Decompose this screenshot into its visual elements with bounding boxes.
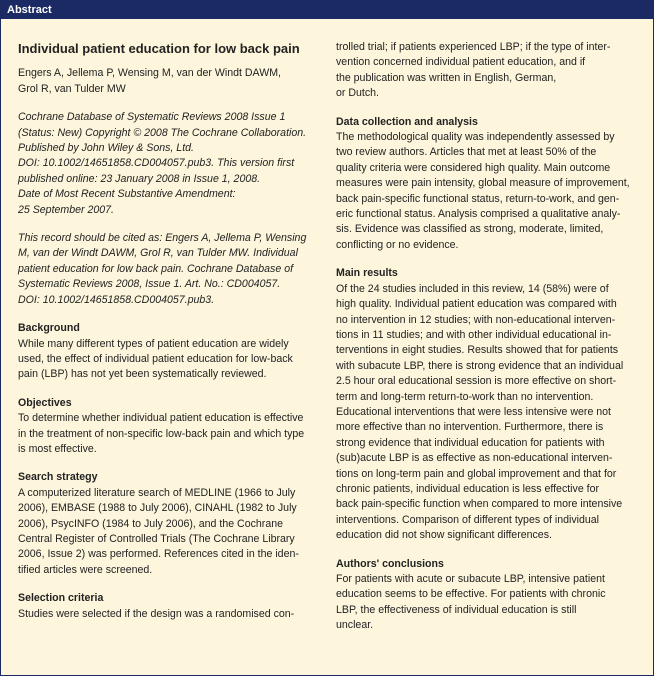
cite-as-line: M, van der Windt DAWM, Grol R, van Tulder MW. Individual — [18, 247, 298, 260]
section-selection-criteria — [18, 591, 318, 622]
section-search-strategy — [18, 470, 318, 578]
section-heading: Background — [18, 322, 80, 335]
section-line: more effective than no intervention. Furthermore, there is — [336, 421, 604, 434]
section-line: pain (LBP) has not yet been systematically reviewed. — [18, 368, 267, 381]
section-line: unclear. — [336, 619, 374, 632]
section-main-results — [336, 266, 646, 543]
section-line: The methodological quality was independently assessed by — [336, 131, 615, 144]
section-heading: Data collection and analysis — [336, 115, 478, 128]
section-data-collection — [336, 115, 646, 254]
section-line: Studies were selected if the design was a randomised con- — [18, 607, 295, 620]
section-heading: Search strategy — [18, 471, 98, 484]
section-line: 2.5 hour oral educational session is more effective on short- — [336, 375, 617, 388]
section-line: LBP, the effectiveness of individual education is still — [336, 603, 577, 616]
section-line: no intervention in 12 studies; with non-educational interven- — [336, 313, 616, 326]
section-line: Of the 24 studies included in this review, 14 (58%) were of — [336, 282, 609, 295]
section-line: vention concerned individual patient education, and if — [336, 56, 586, 69]
article-title: Individual patient education for low back pain — [18, 41, 300, 56]
section-heading: Selection criteria — [18, 592, 104, 605]
section-line: strong evidence that individual education for patients with — [336, 436, 605, 449]
section-line: back pain-specific functional status, return-to-work, and gen- — [336, 192, 620, 205]
section-line: Central Register of Controlled Trials (The Cochrane Library — [18, 532, 295, 545]
section-line: education did not show significant differences. — [336, 529, 552, 542]
left-column — [18, 19, 318, 622]
author-line: Grol R, van Tulder MW — [18, 82, 126, 95]
section-line: (sub)acute LBP is as effective as non-educational interven- — [336, 452, 613, 465]
section-line: A computerized literature search of MEDLINE (1966 to July — [18, 486, 296, 499]
section-line: chronic patients, individual education is less effective for — [336, 482, 600, 495]
section-line: tions on long-term pain and global improvement and that for — [336, 467, 617, 480]
section-line: tions in 11 studies; and with other individual educational in- — [336, 328, 612, 341]
cite-as-line: patient education for low back pain. Cochrane Database of — [18, 262, 294, 275]
citation-line: Cochrane Database of Systematic Reviews 2008 Issue 1 — [18, 111, 286, 124]
section-line: back pain-specific function when compared to more intensive — [336, 498, 623, 511]
cite-as-block — [18, 231, 318, 308]
citation-line: 25 September 2007. — [18, 203, 115, 216]
section-line: To determine whether individual patient education is effective — [18, 412, 304, 425]
section-line: is most effective. — [18, 442, 97, 455]
section-line: high quality. Individual patient education was compared with — [336, 298, 617, 311]
citation-line: published online: 23 January 2008 in Issue 1, 2008. — [18, 172, 261, 185]
citation-line: Published by John Wiley & Sons, Ltd. — [18, 142, 194, 155]
cite-as-line: DOI: 10.1002/14651858.CD004057.pub3. — [18, 293, 215, 306]
cite-as-line: This record should be cited as: Engers A, Jellema P, Wensing — [18, 232, 307, 245]
section-heading: Main results — [336, 267, 398, 280]
section-line: the publication was written in English, German, — [336, 71, 557, 84]
section-line: trolled trial; if patients experienced LBP; if the type of inter- — [336, 41, 611, 53]
section-line: education seems to be effective. For patients with chronic — [336, 588, 606, 601]
section-line: Educational interventions that were less intensive were not — [336, 405, 612, 418]
section-line: in the treatment of non-specific low-back pain and which type — [18, 427, 305, 440]
section-line: tified articles were screened. — [18, 563, 153, 576]
section-line: 2006), EMBASE (1988 to July 2006), CINAHL (1982 to July — [18, 502, 297, 515]
section-objectives — [18, 396, 318, 458]
selection-criteria-continuation — [336, 40, 646, 102]
citation-block — [18, 110, 318, 218]
section-line: two review authors. Articles that met at least 50% of the — [336, 146, 597, 159]
section-line: measures were pain intensity, global measure of improvement, — [336, 177, 630, 190]
section-heading: Objectives — [18, 396, 72, 409]
section-authors-conclusions — [336, 557, 646, 634]
author-line: Engers A, Jellema P, Wensing M, van der Windt DAWM, — [18, 67, 281, 80]
section-line: with subacute LBP, there is strong evidence that an individual — [336, 359, 624, 372]
section-line: sis. Evidence was classified as strong, moderate, limited, — [336, 223, 604, 236]
abstract-header: Abstract — [1, 1, 653, 19]
section-line: While many different types of patient education are widely — [18, 337, 289, 350]
section-line: For patients with acute or subacute LBP, intensive patient — [336, 573, 605, 585]
section-heading: Authors' conclusions — [336, 557, 444, 570]
section-line: 2006, Issue 2) was performed. References cited in the iden- — [18, 548, 299, 561]
citation-line: Date of Most Recent Substantive Amendment: — [18, 188, 236, 201]
section-line: used, the effect of individual patient education for low-back — [18, 352, 293, 365]
right-column — [336, 19, 646, 634]
section-line: or Dutch. — [336, 87, 379, 100]
citation-line: (Status: New) Copyright © 2008 The Cochrane Collaboration. — [18, 126, 307, 139]
citation-line: DOI: 10.1002/14651858.CD004057.pub3. This version first — [18, 157, 295, 170]
section-background — [18, 321, 318, 383]
section-line: term and long-term return-to-work than no intervention. — [336, 390, 594, 403]
section-line: conflicting or no evidence. — [336, 238, 459, 251]
cite-as-line: Systematic Reviews 2008, Issue 1. Art. No.: CD004057. — [18, 278, 281, 291]
section-line: terventions in eight studies. Results showed that for patients — [336, 344, 619, 357]
section-line: interventions. Comparison of different types of individual — [336, 513, 600, 526]
section-line: eric functional status. Analysis comprised a qualitative analy- — [336, 208, 621, 221]
section-line: quality criteria were considered high quality. Main outcome — [336, 161, 611, 174]
author-list — [18, 66, 318, 97]
section-line: 2006), PsycINFO (1984 to July 2006), and the Cochrane — [18, 517, 283, 530]
